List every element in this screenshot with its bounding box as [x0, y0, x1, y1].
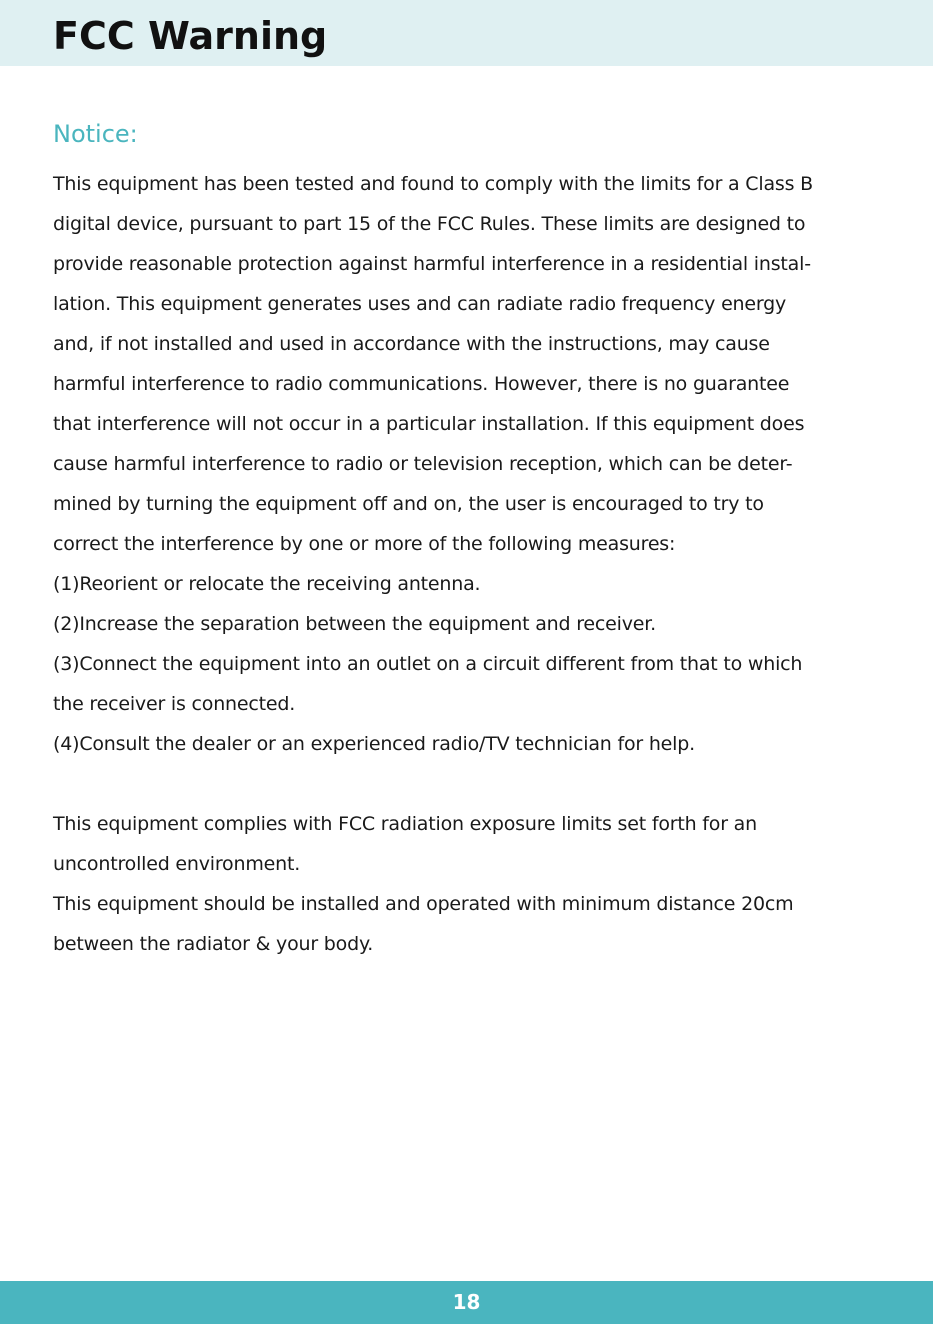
- page-number: 18: [452, 1290, 481, 1314]
- page-title: FCC Warning: [53, 14, 328, 58]
- notice-line: provide reasonable protection against harmful interference in a residential instal-: [53, 253, 811, 275]
- footer-band: [0, 1281, 933, 1324]
- exposure-line: between the radiator & your body.: [53, 933, 374, 955]
- measure-item: (2)Increase the separation between the equipment and receiver.: [53, 613, 656, 635]
- notice-paragraph: [53, 164, 893, 764]
- notice-line: correct the interference by one or more of the following measures:: [53, 533, 676, 555]
- header-band: [0, 0, 933, 66]
- exposure-line: This equipment complies with FCC radiation exposure limits set forth for an: [53, 813, 757, 835]
- notice-line: digital device, pursuant to part 15 of the FCC Rules. These limits are designed to: [53, 213, 806, 235]
- notice-line: that interference will not occur in a particular installation. If this equipment does: [53, 413, 805, 435]
- notice-line: lation. This equipment generates uses and can radiate radio frequency energy: [53, 293, 787, 315]
- notice-line: cause harmful interference to radio or television reception, which can be deter-: [53, 453, 793, 475]
- notice-line: and, if not installed and used in accordance with the instructions, may cause: [53, 333, 770, 355]
- notice-line: harmful interference to radio communications. However, there is no guarantee: [53, 373, 790, 395]
- measure-item: (3)Connect the equipment into an outlet on a circuit different from that to which: [53, 653, 803, 675]
- notice-line: mined by turning the equipment off and on, the user is encouraged to try to: [53, 493, 764, 515]
- notice-heading: Notice:: [53, 120, 138, 148]
- measure-item: (1)Reorient or relocate the receiving antenna.: [53, 573, 481, 595]
- exposure-line: uncontrolled environment.: [53, 853, 301, 875]
- document-body: [53, 112, 893, 964]
- measure-item: the receiver is connected.: [53, 693, 296, 715]
- exposure-line: This equipment should be installed and operated with minimum distance 20cm: [53, 893, 794, 915]
- exposure-paragraph: [53, 804, 893, 964]
- paragraph-spacer: [53, 764, 893, 804]
- measure-item: (4)Consult the dealer or an experienced radio/TV technician for help.: [53, 733, 695, 755]
- notice-line: This equipment has been tested and found to comply with the limits for a Class B: [53, 173, 813, 195]
